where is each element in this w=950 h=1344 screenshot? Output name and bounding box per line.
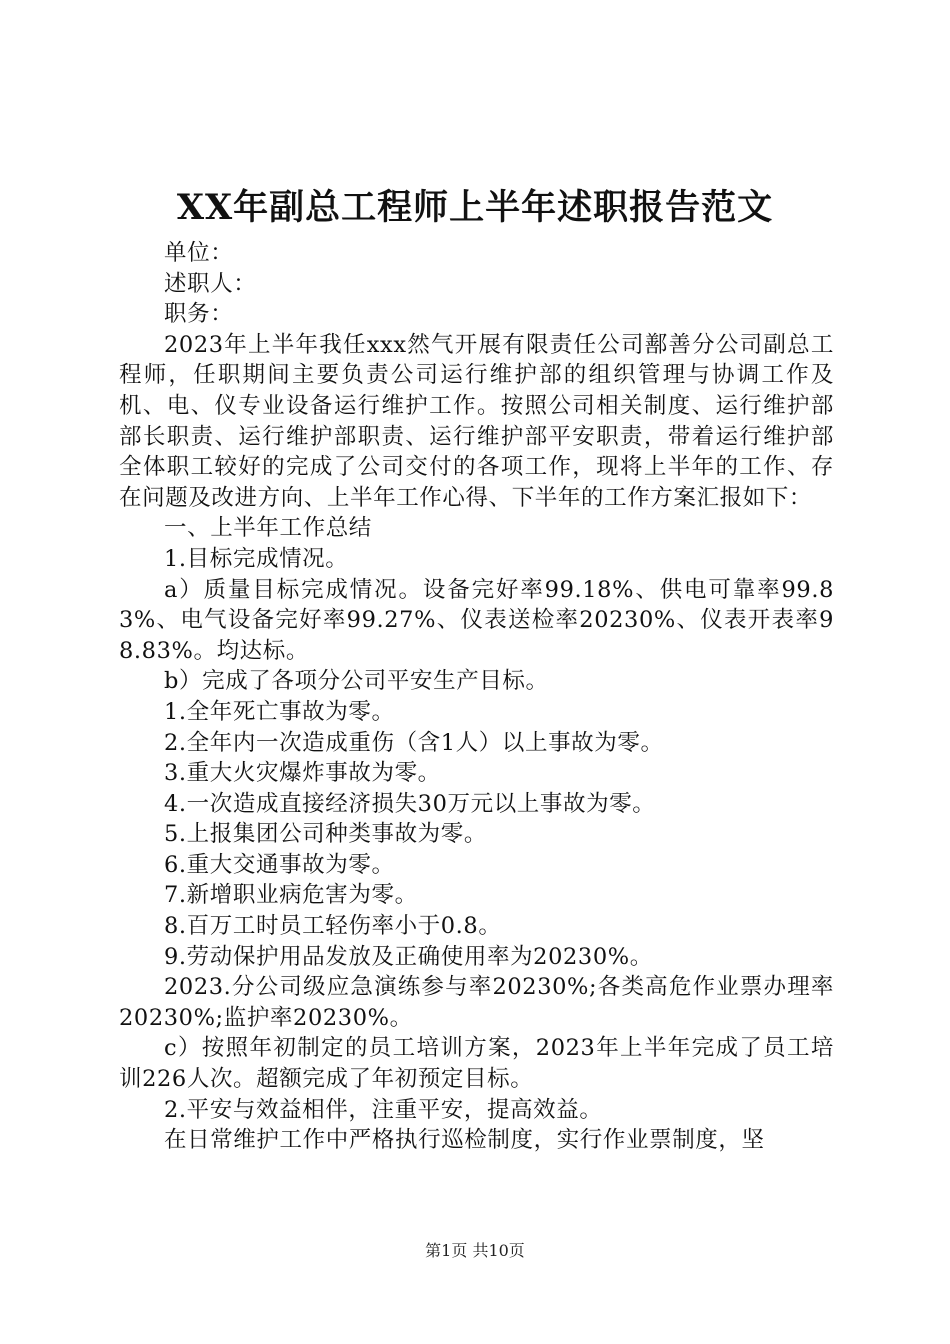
page-number-footer: 第1页 共10页 [425, 1241, 525, 1260]
subsection-heading: 2.平安与效益相伴，注重平安，提高效益。 [164, 1096, 603, 1123]
subsection-heading: 1.目标完成情况。 [164, 545, 349, 572]
paragraph: a）质量目标完成情况。设备完好率99.18%、供电可靠率99.83%、电气设备完好率99.27%、仪表送检率20230%、仪表开表率98.83%。均达标。 [119, 576, 834, 664]
list-item: 5.上报集团公司种类事故为零。 [164, 821, 487, 848]
paragraph: b）完成了各项分公司平安生产目标。 [164, 668, 549, 695]
document-title: XX年副总工程师上半年述职报告范文 [176, 187, 774, 228]
paragraph: c）按照年初制定的员工培训方案，2023年上半年完成了员工培训226人次。超额完成了年初预定目标。 [119, 1035, 834, 1093]
list-item: 8.百万工时员工轻伤率小于0.8。 [164, 913, 502, 940]
document-body [119, 238, 834, 1156]
paragraph: 2023.分公司级应急演练参与率20230%;各类高危作业票办理率20230%;监护率20230%。 [119, 974, 834, 1031]
list-item: 3.重大火灾爆炸事故为零。 [164, 760, 441, 787]
field-reporter: 述职人： [164, 270, 257, 297]
paragraph: 在日常维护工作中严格执行巡检制度，实行作业票制度，坚 [164, 1127, 765, 1154]
list-item: 7.新增职业病危害为零。 [164, 882, 418, 909]
list-item: 4.一次造成直接经济损失30万元以上事故为零。 [164, 790, 656, 817]
list-item: 2.全年内一次造成重伤（含1人）以上事故为零。 [164, 729, 664, 756]
intro-paragraph: 2023年上半年我任xxx然气开展有限责任公司鄯善分公司副总工程师，任职期间主要负责公司运行维护部的组织管理与协调工作及机、电、仪专业设备运行维护工作。按照公司相关制度、运行维护部部长职责、运行维护部职责、运行维护部平安职责，带着运行维护部全体职工较好的完成了公司交付的各项工作，现将上半年的工作、存在问题及改进方向、上半年工作心得、下半年的工作方案汇报如下： [119, 331, 834, 511]
field-unit: 单位： [164, 240, 234, 266]
list-item: 9.劳动保护用品发放及正确使用率为20230%。 [164, 943, 653, 970]
section-heading: 一、上半年工作总结 [164, 515, 372, 542]
list-item: 6.重大交通事故为零。 [164, 851, 395, 878]
list-item: 1.全年死亡事故为零。 [164, 698, 395, 725]
field-position: 职务： [164, 301, 234, 328]
